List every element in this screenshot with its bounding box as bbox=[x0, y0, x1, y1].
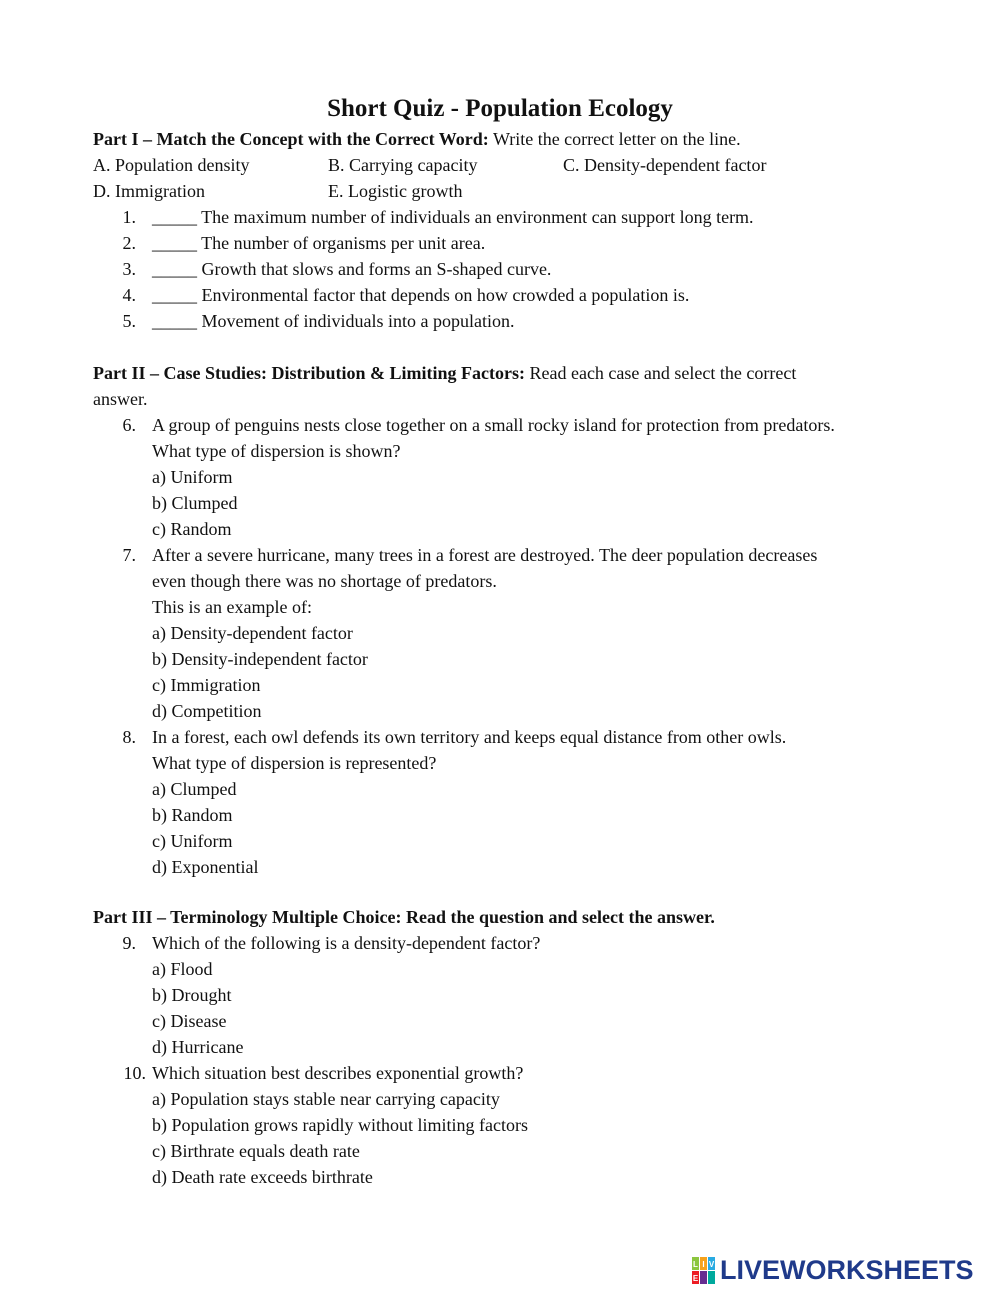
question-text: After a severe hurricane, many trees in a forest are destroyed. The deer population decreases bbox=[152, 545, 818, 565]
option-a: A. Population density bbox=[93, 155, 250, 175]
answer-choice[interactable]: b) Population grows rapidly without limiting factors bbox=[152, 1115, 528, 1135]
part2-header bbox=[93, 360, 796, 386]
question-number: 10. bbox=[123, 1063, 146, 1083]
item-number: 1. bbox=[122, 207, 136, 227]
question-number: 6. bbox=[122, 415, 136, 435]
answer-choice[interactable]: b) Drought bbox=[152, 985, 232, 1005]
question-text: What type of dispersion is shown? bbox=[152, 441, 401, 461]
answer-choice[interactable]: a) Clumped bbox=[152, 779, 237, 799]
answer-choice[interactable]: a) Density-dependent factor bbox=[152, 623, 353, 643]
item-number: 3. bbox=[122, 259, 136, 279]
answer-choice[interactable]: c) Disease bbox=[152, 1011, 227, 1031]
part2-instruction-wrap: answer. bbox=[93, 389, 148, 409]
answer-choice[interactable]: d) Death rate exceeds birthrate bbox=[152, 1167, 373, 1187]
svg-text:L: L bbox=[693, 1260, 698, 1269]
answer-choice[interactable]: d) Hurricane bbox=[152, 1037, 244, 1057]
answer-choice[interactable]: c) Birthrate equals death rate bbox=[152, 1141, 360, 1161]
answer-choice[interactable]: b) Density-independent factor bbox=[152, 649, 368, 669]
match-item[interactable]: _____ Growth that slows and forms an S-shaped curve. bbox=[152, 259, 552, 279]
svg-text:I: I bbox=[702, 1260, 705, 1269]
answer-choice[interactable]: d) Exponential bbox=[152, 857, 259, 877]
svg-text:E: E bbox=[692, 1274, 699, 1283]
answer-choice[interactable]: a) Population stays stable near carrying capacity bbox=[152, 1089, 500, 1109]
liveworksheets-logo[interactable] bbox=[692, 1254, 992, 1288]
answer-choice[interactable]: b) Random bbox=[152, 805, 233, 825]
part1-instruction: Write the correct letter on the line. bbox=[488, 129, 741, 149]
answer-choice[interactable]: a) Flood bbox=[152, 959, 213, 979]
svg-text:V: V bbox=[708, 1260, 715, 1269]
part1-heading: Part I – Match the Concept with the Correct Word: bbox=[93, 129, 489, 149]
part3-heading: Part III – Terminology Multiple Choice: Read the question and select the answer. bbox=[93, 907, 715, 927]
question-text: What type of dispersion is represented? bbox=[152, 753, 437, 773]
question-text: This is an example of: bbox=[152, 597, 312, 617]
question-text: even though there was no shortage of predators. bbox=[152, 571, 497, 591]
liveworksheets-logo-icon bbox=[692, 1257, 718, 1285]
question-number: 8. bbox=[122, 727, 136, 747]
match-item[interactable]: _____ Environmental factor that depends on how crowded a population is. bbox=[152, 285, 690, 305]
item-number: 4. bbox=[122, 285, 136, 305]
item-number: 5. bbox=[122, 311, 136, 331]
logo-text: LIVEWORKSHEETS bbox=[720, 1255, 974, 1285]
match-item[interactable]: _____ Movement of individuals into a population. bbox=[152, 311, 515, 331]
option-b: B. Carrying capacity bbox=[328, 155, 478, 175]
match-item[interactable]: _____ The maximum number of individuals an environment can support long term. bbox=[152, 207, 754, 227]
page-title: Short Quiz - Population Ecology bbox=[327, 95, 673, 122]
part2-heading: Part II – Case Studies: Distribution & Limiting Factors: bbox=[93, 363, 525, 383]
answer-choice[interactable]: d) Competition bbox=[152, 701, 262, 721]
answer-choice[interactable]: c) Immigration bbox=[152, 675, 261, 695]
answer-choice[interactable]: c) Uniform bbox=[152, 831, 233, 851]
part1-header bbox=[93, 126, 741, 152]
question-text: Which situation best describes exponential growth? bbox=[152, 1063, 524, 1083]
question-text: In a forest, each owl defends its own territory and keeps equal distance from other owls. bbox=[152, 727, 787, 747]
match-item[interactable]: _____ The number of organisms per unit area. bbox=[152, 233, 486, 253]
question-number: 9. bbox=[122, 933, 136, 953]
option-e: E. Logistic growth bbox=[328, 181, 463, 201]
question-text: A group of penguins nests close together on a small rocky island for protection from predators. bbox=[152, 415, 835, 435]
question-number: 7. bbox=[122, 545, 136, 565]
question-text: Which of the following is a density-dependent factor? bbox=[152, 933, 541, 953]
answer-choice[interactable]: c) Random bbox=[152, 519, 232, 539]
part2-instruction: Read each case and select the correct bbox=[524, 363, 797, 383]
answer-choice[interactable]: b) Clumped bbox=[152, 493, 238, 513]
option-c: C. Density-dependent factor bbox=[563, 155, 767, 175]
option-d: D. Immigration bbox=[93, 181, 205, 201]
answer-choice[interactable]: a) Uniform bbox=[152, 467, 233, 487]
item-number: 2. bbox=[122, 233, 136, 253]
